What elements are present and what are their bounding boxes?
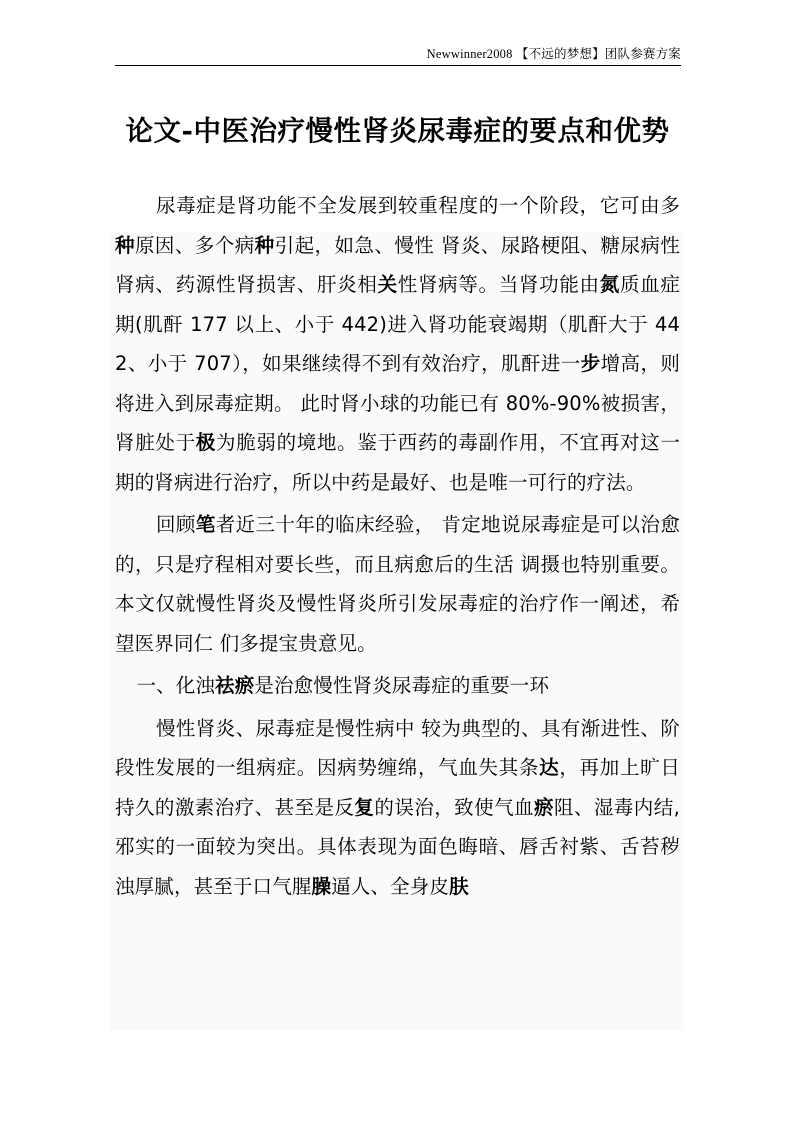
section-heading <box>115 666 680 706</box>
emphasis-run: 氮 <box>599 273 620 296</box>
body-paragraph <box>115 505 680 663</box>
text-run: 尿毒症是肾功能不全发展到较重程度的一个阶段，它可由多 <box>155 194 680 217</box>
emphasis-run: 达 <box>539 756 560 779</box>
text-run: 阻、湿毒内结,邪实的一面较为突出。具体表现为面色晦暗、唇舌衬紫、舌苔秽浊厚腻，甚至于口气腥 <box>115 795 680 898</box>
emphasis-run: 种 <box>115 233 135 257</box>
document-body <box>115 108 680 909</box>
emphasis-run: 复 <box>354 795 375 819</box>
title-spacer <box>115 155 680 186</box>
text-run: 是治愈慢性肾炎尿毒症的重要一环 <box>254 674 550 697</box>
header-divider-rule <box>115 65 681 66</box>
text-run: 者近三十年的临床经验， 肯定地说尿毒症是可以治愈的，只是疗程相对要长些，而且病愈后的生活 调摄也特别重要。本文仅就慢性肾炎及慢性肾炎所引发尿毒症的治疗作一阐述，希望医界同仁 们多提宝贵意见。 <box>115 513 680 655</box>
paragraph-list <box>115 186 680 909</box>
body-paragraph <box>115 709 680 907</box>
emphasis-run: 瘀 <box>533 795 554 819</box>
body-paragraph <box>115 186 680 502</box>
text-run: 为脆弱的境地。鉴于西药的毒副作用，不宜再对这一期的肾病进行治疗，所以中药是最好、也是唯一可行的疗法。 <box>115 431 680 494</box>
text-run: 原因、多个病 <box>134 233 255 257</box>
page-header <box>0 46 794 66</box>
emphasis-run: 关 <box>377 273 398 296</box>
emphasis-run: 肤 <box>449 874 469 898</box>
text-run: 引起，如急、慢性 肾炎、尿路梗阻、糖尿病性肾病、药源性肾损害、肝炎相 <box>115 233 680 296</box>
emphasis-run: 祛瘀 <box>215 674 255 697</box>
text-run: 逼人、全身皮 <box>331 874 450 898</box>
page-title: 论文-中医治疗慢性肾炎尿毒症的要点和优势 <box>125 115 670 147</box>
text-run: 增高，则将进入到尿毒症期。 此时肾小球的功能已有 80%-90%被损害，肾脏处于 <box>115 352 681 454</box>
emphasis-run: 种 <box>254 233 275 257</box>
text-run: 性肾病等。当肾功能由 <box>397 273 600 296</box>
text-run: 质血症期(肌酐 177 以上、小于 442)进入肾功能衰竭期（肌酐大于 442、小于 707），如果继续得不到有效治疗，肌酐进一 <box>115 273 680 375</box>
paragraph-spacer <box>115 906 680 909</box>
text-run: ，再加上旷日持久的激素治疗、甚至是反 <box>115 756 680 819</box>
emphasis-run: 笔 <box>195 513 216 536</box>
text-run: 慢性肾炎、尿毒症是慢性病中 较为典型的、具有渐进性、阶段性发展的一组病症。因病势缠绵，气血失其条 <box>115 716 680 779</box>
text-run: 回顾 <box>155 513 196 536</box>
emphasis-run: 步 <box>580 352 601 375</box>
emphasis-run: 臊 <box>311 874 332 898</box>
emphasis-run: 极 <box>195 431 216 454</box>
text-run: 的误治，致使气血 <box>374 795 534 819</box>
text-run: 一、化浊 <box>136 674 216 697</box>
running-head-text: Newwinner2008 【不远的梦想】团队参赛方案 <box>426 47 681 61</box>
